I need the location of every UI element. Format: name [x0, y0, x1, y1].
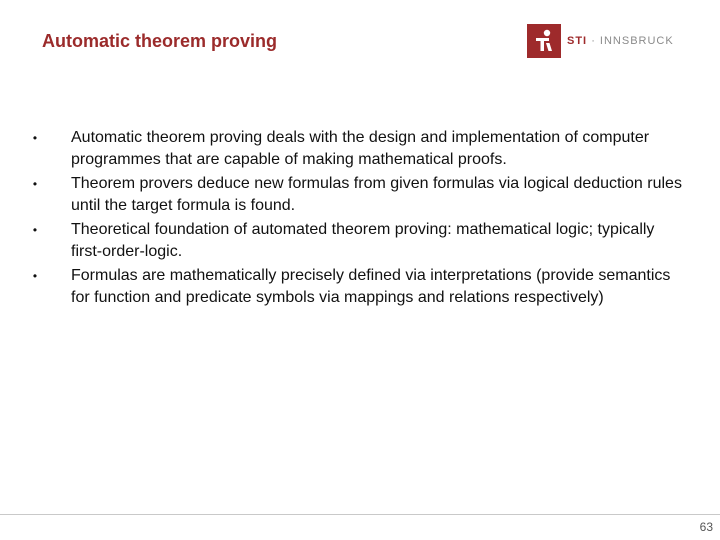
- bullet-text: Formulas are mathematically precisely defined via interpretations (provide semantics for function and predicate symbols via mappings and relations respectively): [71, 267, 671, 306]
- logo-separator: ·: [591, 35, 596, 47]
- logo-brand: STI: [567, 35, 588, 47]
- logo-location: INNSBRUCK: [599, 35, 674, 47]
- bullet-item: [28, 265, 688, 309]
- bullet-text: Automatic theorem proving deals with the design and implementation of computer programmes that are capable of making mathematical proofs.: [71, 129, 650, 168]
- sti-logo-icon: [527, 24, 561, 58]
- bullet-item: [28, 219, 688, 263]
- logo-wordmark: [567, 35, 674, 47]
- bullet-marker: •: [32, 131, 38, 145]
- bullet-text: Theoretical foundation of automated theorem proving: mathematical logic; typically first-order-logic.: [71, 221, 655, 260]
- bullet-marker: •: [32, 177, 38, 191]
- footer-divider: [0, 514, 720, 515]
- bullet-item: [28, 127, 688, 171]
- bullet-list: [28, 127, 688, 311]
- bullet-marker: •: [32, 269, 38, 283]
- page-number: 63: [699, 520, 713, 534]
- slide-title: Automatic theorem proving: [42, 31, 278, 51]
- sti-innsbruck-logo: [527, 22, 674, 60]
- bullet-marker: •: [32, 223, 38, 237]
- bullet-text: Theorem provers deduce new formulas from given formulas via logical deduction rules until the target formula is found.: [71, 175, 682, 214]
- bullet-item: [28, 173, 688, 217]
